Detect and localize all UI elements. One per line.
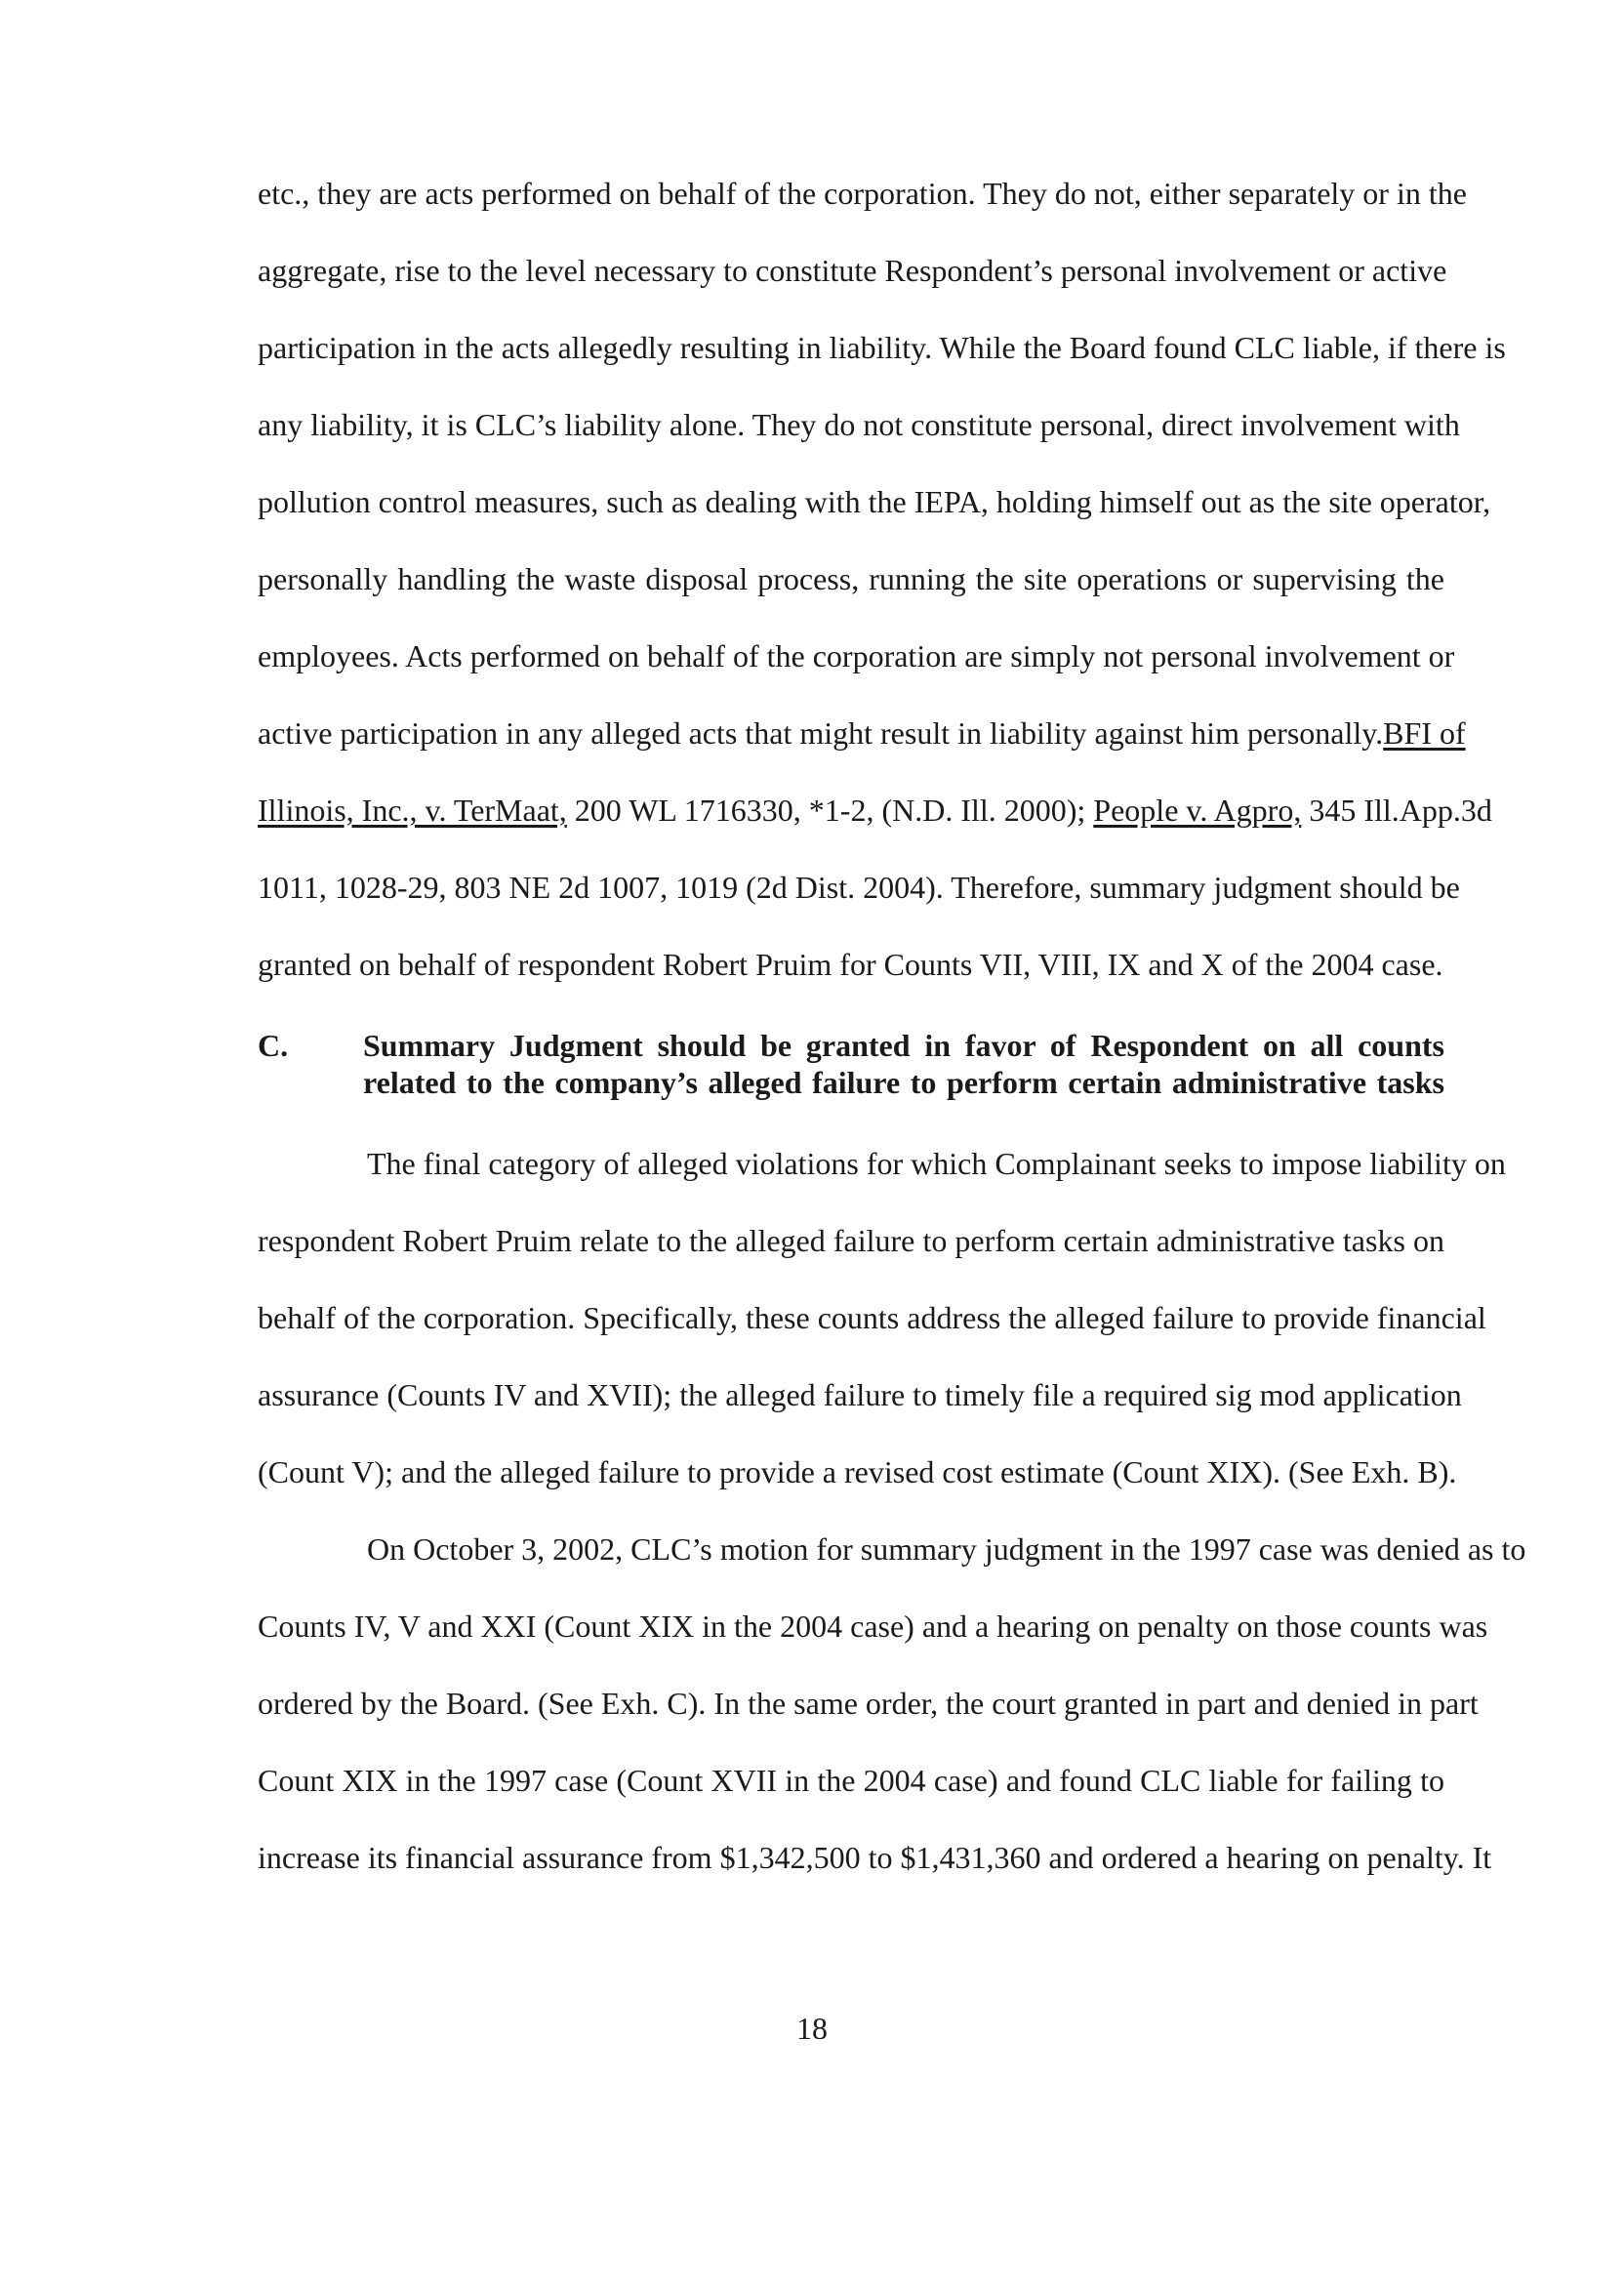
citation-agpro-details: 345 Ill.App.3d xyxy=(1301,793,1492,828)
citation-bfi-of: BFI of xyxy=(1383,715,1466,751)
paragraph-1-line-7: employees. Acts performed on behalf of the corporation are simply not personal involvement or xyxy=(258,638,1455,673)
paragraph-1-line-10: 1011, 1028-29, 803 NE 2d 1007, 1019 (2d Dist. 2004). Therefore, summary judgment should be xyxy=(258,870,1460,905)
paragraph-2-line-3: behalf of the corporation. Specifically, these counts address the alleged failure to provide financial xyxy=(258,1300,1486,1335)
section-c-heading-line-1: Summary Judgment should be granted in favor of Respondent on all counts xyxy=(363,1028,1444,1063)
section-c-label: C. xyxy=(258,1028,289,1063)
paragraph-2-line-1 xyxy=(258,1144,1506,1183)
paragraph-1-line-4: any liability, it is CLC’s liability alone. They do not constitute personal, direct involvement with xyxy=(258,407,1460,442)
paragraph-1-line-2: aggregate, rise to the level necessary to constitute Respondent’s personal involvement or active xyxy=(258,253,1447,288)
citation-termaat-details: 200 WL 1716330, *1-2, (N.D. Ill. 2000); xyxy=(566,793,1094,828)
paragraph-2-line-1-text: The final category of alleged violations for which Complainant seeks to impose liability on xyxy=(367,1146,1506,1181)
paragraph-2-line-2: respondent Robert Pruim relate to the alleged failure to perform certain administrative tasks on xyxy=(258,1223,1444,1258)
paragraph-1-line-11: granted on behalf of respondent Robert Pruim for Counts VII, VIII, IX and X of the 2004 case. xyxy=(258,947,1443,982)
paragraph-1-line-8 xyxy=(258,713,1466,753)
paragraph-3-line-4: Count XIX in the 1997 case (Count XVII in the 2004 case) and found CLC liable for failing to xyxy=(258,1763,1444,1798)
section-c-heading-line-2: related to the company’s alleged failure to perform certain administrative tasks xyxy=(363,1065,1444,1100)
paragraph-3-line-1: On October 3, 2002, CLC’s motion for summary judgment in the 1997 case was denied as to xyxy=(367,1531,1526,1567)
citation-termaat: Illinois, Inc., v. TerMaat, xyxy=(258,793,567,828)
paragraph-1-line-8-text: active participation in any alleged acts that might result in liability against him personally. xyxy=(258,715,1384,751)
paragraph-2-line-4: assurance (Counts IV and XVII); the alleged failure to timely file a required sig mod application xyxy=(258,1377,1462,1412)
paragraph-1-line-6: personally handling the waste disposal process, running the site operations or supervising the xyxy=(258,561,1444,596)
paragraph-1-line-9 xyxy=(258,791,1492,830)
citation-agpro: People v. Agpro, xyxy=(1093,793,1302,828)
page-number: 18 xyxy=(796,2011,828,2046)
paragraph-3-line-5: increase its financial assurance from $1,342,500 to $1,431,360 and ordered a hearing on penalty. It xyxy=(258,1840,1492,1875)
paragraph-1-line-1: etc., they are acts performed on behalf of the corporation. They do not, either separately or in the xyxy=(258,176,1467,211)
paragraph-2-line-5: (Count V); and the alleged failure to provide a revised cost estimate (Count XIX). (See Exh. B). xyxy=(258,1454,1457,1489)
paragraph-3-line-3: ordered by the Board. (See Exh. C). In the same order, the court granted in part and denied in part xyxy=(258,1686,1479,1721)
paragraph-3-line-2: Counts IV, V and XXI (Count XIX in the 2004 case) and a hearing on penalty on those counts was xyxy=(258,1609,1488,1644)
paragraph-1-line-5: pollution control measures, such as dealing with the IEPA, holding himself out as the site operator, xyxy=(258,484,1491,519)
paragraph-1-line-3: participation in the acts allegedly resulting in liability. While the Board found CLC liable, if there is xyxy=(258,330,1506,365)
